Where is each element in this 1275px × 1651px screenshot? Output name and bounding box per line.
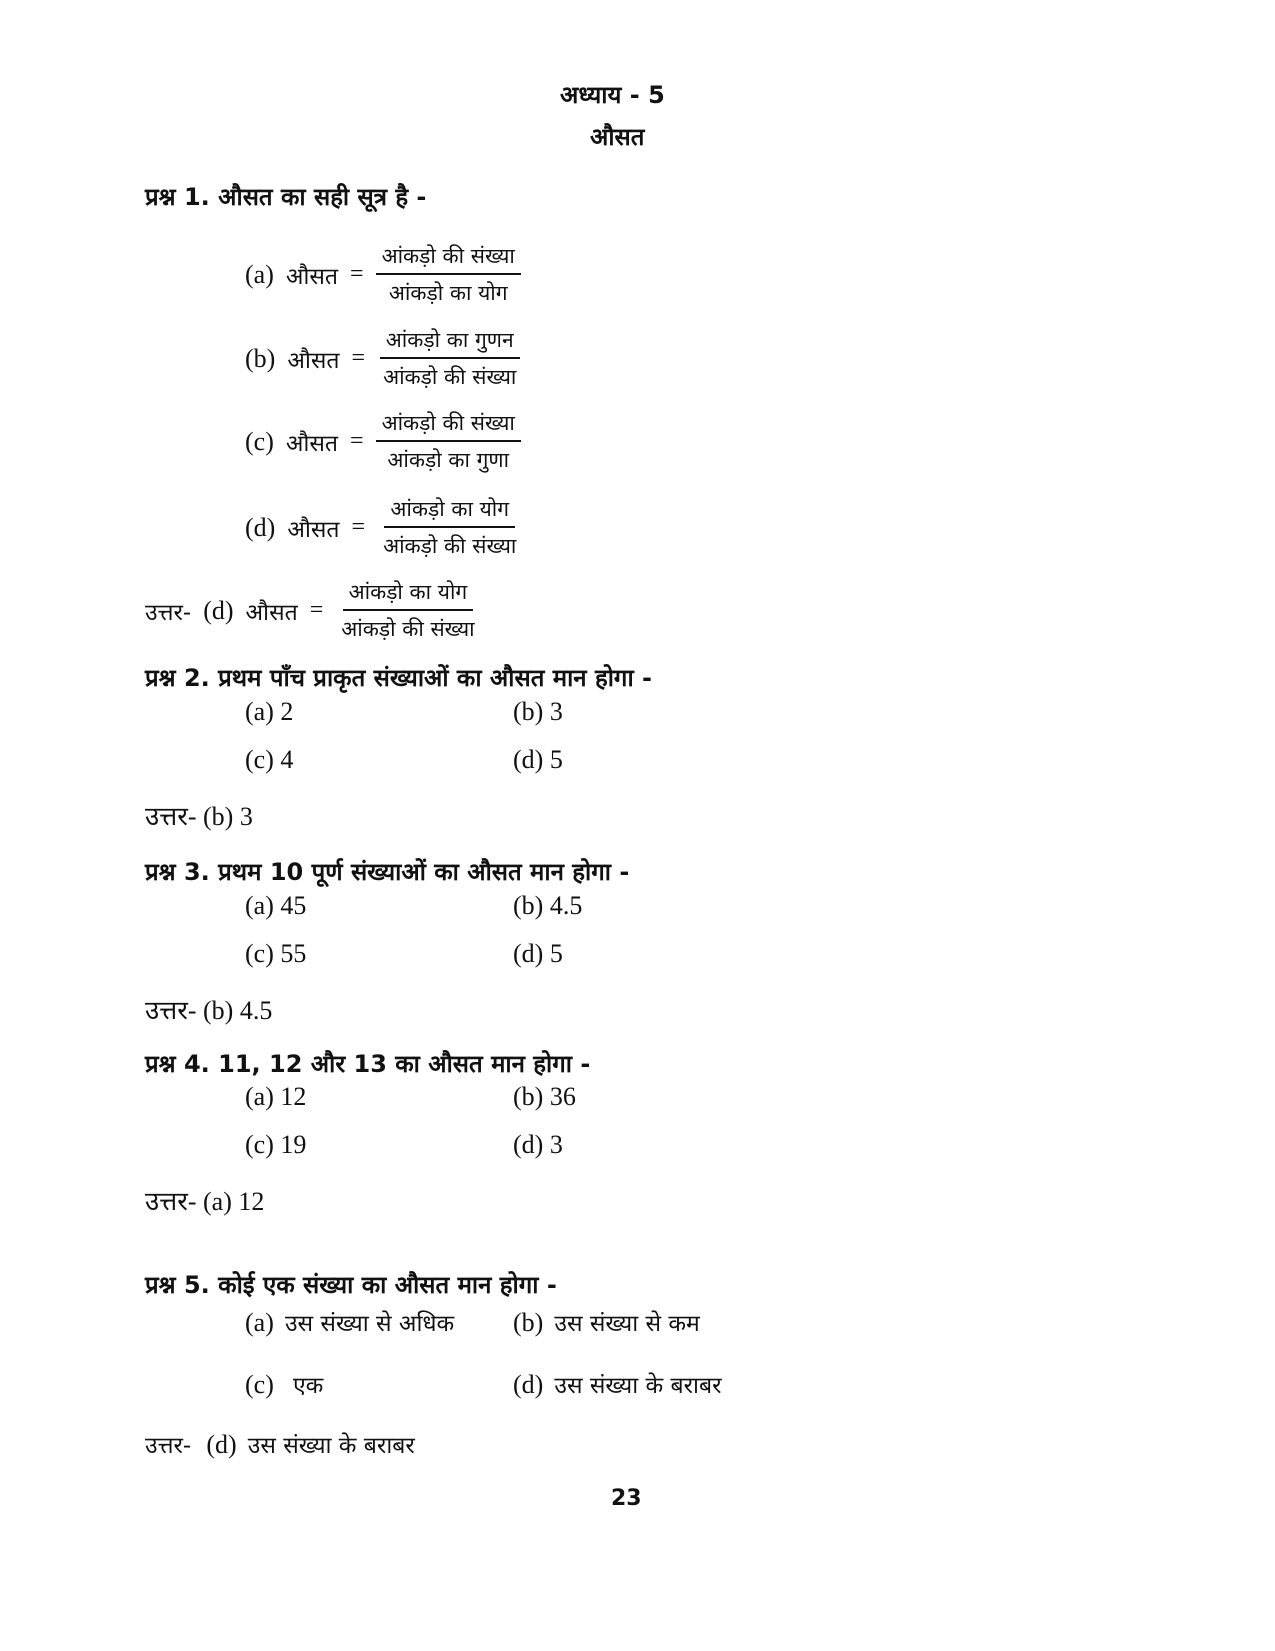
question-2: प्रश्न 2. प्रथम पाँच प्राकृत संख्याओं का औसत मान होगा - xyxy=(145,664,652,692)
equals-sign: = xyxy=(351,345,366,371)
fraction xyxy=(377,495,522,560)
q3-option-c: (c) 55 xyxy=(245,939,307,968)
q1-option-d xyxy=(245,495,522,560)
q2-option-b: (b) 3 xyxy=(513,697,563,726)
option-text: उस संख्या से अधिक xyxy=(284,1311,455,1337)
option-text: एक xyxy=(292,1373,324,1399)
q2-option-c: (c) 4 xyxy=(245,745,294,774)
fraction-numerator: आंकड़ो का योग xyxy=(384,495,515,528)
q3-option-b: (b) 4.5 xyxy=(513,891,583,920)
q5-answer xyxy=(145,1428,415,1460)
equals-sign: = xyxy=(350,261,364,287)
q4-option-d: (d) 3 xyxy=(513,1130,563,1159)
equals-sign: = xyxy=(350,428,364,454)
q1-option-b xyxy=(245,326,522,391)
formula-lhs: औसत xyxy=(287,347,340,374)
option-label: (d) xyxy=(206,1430,237,1459)
formula-lhs: औसत xyxy=(285,263,339,290)
fraction xyxy=(376,242,521,307)
q5-option-c xyxy=(245,1368,323,1400)
fraction-numerator: आंकड़ो का योग xyxy=(343,578,474,611)
q1-option-c xyxy=(245,409,521,474)
option-label: (b) xyxy=(245,343,276,373)
chapter-title: अध्याय - 5 xyxy=(560,81,665,109)
option-text: उस संख्या से कम xyxy=(554,1311,700,1337)
chapter-subtitle: औसत xyxy=(590,123,645,151)
question-3: प्रश्न 3. प्रथम 10 पूर्ण संख्याओं का औसत मान होगा - xyxy=(145,858,630,886)
option-label: (a) xyxy=(245,259,274,289)
fraction-numerator: आंकड़ो की संख्या xyxy=(376,242,521,275)
q2-option-d: (d) 5 xyxy=(513,745,563,774)
option-label: (c) xyxy=(245,1370,274,1399)
option-label: (d) xyxy=(513,1370,544,1399)
fraction-denominator: आंकड़ो की संख्या xyxy=(341,617,475,641)
fraction-denominator: आंकड़ो का गुणा xyxy=(387,448,510,472)
formula-lhs: औसत xyxy=(245,599,298,626)
q1-answer xyxy=(145,578,481,643)
option-text: उस संख्या के बराबर xyxy=(247,1433,415,1459)
q1-option-a xyxy=(245,242,521,307)
q5-option-d xyxy=(513,1368,722,1400)
q4-option-b: (b) 36 xyxy=(513,1082,576,1111)
equals-sign: = xyxy=(351,514,366,540)
q2-option-a: (a) 2 xyxy=(245,697,294,726)
q4-answer: उत्तर- (a) 12 xyxy=(145,1187,265,1216)
answer-prefix: उत्तर- xyxy=(145,1433,192,1459)
equals-sign: = xyxy=(309,597,324,623)
fraction-numerator: आंकड़ो का गुणन xyxy=(380,326,520,359)
fraction xyxy=(377,326,522,391)
q2-answer: उत्तर- (b) 3 xyxy=(145,802,253,831)
page-number: 23 xyxy=(611,1486,642,1511)
option-text: उस संख्या के बराबर xyxy=(554,1373,722,1399)
option-label: (d) xyxy=(245,512,276,542)
answer-prefix: उत्तर- xyxy=(145,599,192,626)
q4-option-c: (c) 19 xyxy=(245,1130,307,1159)
fraction xyxy=(376,409,521,474)
fraction xyxy=(335,578,480,643)
q3-option-d: (d) 5 xyxy=(513,939,563,968)
option-label: (a) xyxy=(245,1308,274,1337)
option-label: (c) xyxy=(245,426,274,456)
formula-lhs: औसत xyxy=(287,516,340,543)
question-5: प्रश्न 5. कोई एक संख्या का औसत मान होगा - xyxy=(145,1271,557,1299)
fraction-denominator: आंकड़ो की संख्या xyxy=(383,365,517,389)
fraction-denominator: आंकड़ो का योग xyxy=(388,281,508,305)
q5-option-a xyxy=(245,1306,454,1338)
formula-lhs: औसत xyxy=(285,430,339,457)
question-1: प्रश्न 1. औसत का सही सूत्र है - xyxy=(145,183,427,211)
q5-option-b xyxy=(513,1306,700,1338)
q3-option-a: (a) 45 xyxy=(245,891,307,920)
fraction-numerator: आंकड़ो की संख्या xyxy=(376,409,521,442)
option-label: (b) xyxy=(513,1308,544,1337)
fraction-denominator: आंकड़ो की संख्या xyxy=(383,534,517,558)
q4-option-a: (a) 12 xyxy=(245,1082,307,1111)
q3-answer: उत्तर- (b) 4.5 xyxy=(145,996,273,1025)
question-4: प्रश्न 4. 11, 12 और 13 का औसत मान होगा - xyxy=(145,1050,591,1078)
option-label: (d) xyxy=(203,595,234,625)
